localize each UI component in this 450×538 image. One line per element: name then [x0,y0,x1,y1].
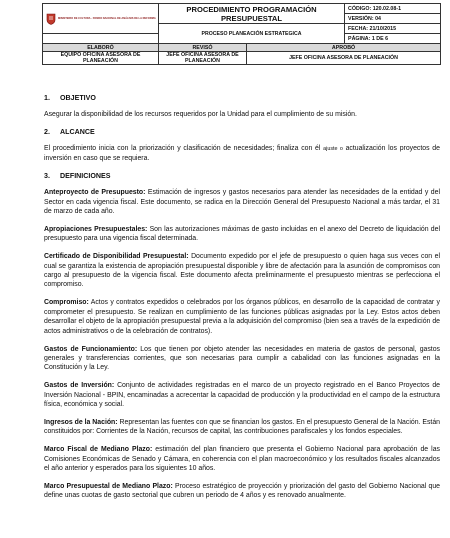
process-name: PROCESO PLANEACIÓN ESTRATEGICA [201,30,302,37]
section-objetivo-heading [44,94,440,102]
elaboro-header: ELABORÓ [43,44,159,52]
section-number: 3. [44,172,50,181]
definition-term: Apropiaciones Presupuestales: [44,225,148,233]
definition-text: Son las autorizaciones máximas de gasto incluidas en el anexo del Decreto de liquidación del presupuesto para una vigencia fiscal determinada. [44,225,440,243]
definition-paragraph [44,418,440,437]
document-code: CÓDIGO: 120.02.08-1 [345,4,441,14]
objetivo-text: Asegurar la disponibilidad de los recursos requeridos por la Unidad para el cumplimiento de su misión. [44,111,357,118]
document-title: PROCEDIMIENTO PROGRAMACIÓN PRESUPUESTAL [186,4,317,23]
logo-cell [43,4,159,34]
definition-paragraph [44,225,440,244]
definition-text: Actos y contratos expedidos o celebrados por los órganos públicos, en desarrollo de la capacidad de contratar y comprometer el presupuesto. Se realizan en cumplimiento de las funciones públicas asignadas por la Ley. Estos actos deben desarrollar el objeto de la apropiación presupuestal previa a la adquisición del compromiso (bien sea a través de la expedición de actos administrativos o de la celebración de contratos). [44,299,440,335]
definition-text: Representan las fuentes con que se financian los gastos. En el presupuesto General de la Nación. Están constituidos por: Corrientes de la Nación, recursos de capital, las contribuciones parafiscales y los fondos especiales. [44,418,440,436]
definition-term: Ingresos de la Nación: [44,418,118,426]
reviso-header: REVISÓ [159,44,247,52]
section-title: OBJETIVO [60,94,96,102]
shield-emblem-icon [46,13,56,25]
section-title: DEFINICIONES [60,172,111,181]
definition-term: Certificado de Disponibilidad Presupuestal: [44,253,189,261]
institution-logo [43,13,158,25]
document-date: FECHA: 21/10/2015 [345,24,441,34]
definition-term: Gastos de Inversión: [44,382,115,390]
definition-term: Compromiso: [44,299,89,307]
definition-text: Conjunto de actividades registradas en el marco de un proyecto registrado en el Banco Proyectos de Inversión Nacional - BPIN, encaminadas a acrecentar la capacidad de producción y la productividad en el campo de la estructura física, económica y social. [44,382,440,409]
definition-term: Gastos de Funcionamiento: [44,345,138,353]
definition-term: Marco Fiscal de Mediano Plazo: [44,446,153,454]
section-number: 2. [44,127,50,136]
definition-paragraph [44,252,440,290]
section-title: ALCANCE [60,127,95,136]
aprobo-value: JEFE OFICINA ASESORA DE PLANEACIÓN [247,52,441,65]
aprobo-header: APROBÓ [247,44,441,52]
definition-paragraph [44,298,440,336]
alcance-text-part: actualización los proyectos de inversión en caso que se requiera. [44,144,440,163]
logo-text: MINISTERIO DE CULTURA · FONDO NACIONAL DE ANÁLISIS DE LA REFORMA [58,17,156,20]
title-cell [159,4,345,24]
elaboro-value: EQUIPO OFICINA ASESORA DE PLANEACIÓN [43,52,159,65]
definition-paragraph [44,381,440,409]
alcance-text [44,144,440,164]
reviso-value: JEFE OFICINA ASESORA DE PLANEACIÓN [159,52,247,65]
definition-term: Anteproyecto de Presupuesto: [44,189,146,197]
document-body [44,94,440,509]
alcance-text-part: El procedimiento inicia con la priorización y clasificación de necesidades; finaliza con él [44,144,321,152]
document-page-number: PÁGINA: 1 DE 6 [345,34,441,44]
definition-paragraph [44,482,440,501]
document-header-table [42,3,441,65]
section-definiciones-heading [44,172,440,180]
section-number: 1. [44,94,50,102]
definition-text: estimación del plan financiero que presenta el Gobierno Nacional para aprobación de las Comisiones Económicas de Senado y Cámara, en coherencia con el plan macroeconómico y los resultados fiscales alcanzados el año anterior y esperados para los siguientes 10 años. [44,446,440,473]
definition-term: Marco Presupuestal de Mediano Plazo: [44,482,173,490]
definition-text: Documento expedido por el jefe de presupuesto o quien haga sus veces con el cual se garantiza la existencia de apropiación presupuestal disponible y libre de afectación para la asunción de compromisos con cargo al presupuesto de la vigencia fiscal. Este documento afecta preliminarmente el presupuesto mientras se perfecciona el compromiso. [44,253,440,289]
definition-text: Los que tienen por objeto atender las necesidades en materia de gastos de personal, gastos generales y transferencias corrientes, que son necesarias para cumplir a cabalidad con las funciones asignadas en la Constitución y la Ley. [44,345,440,372]
definition-text: Proceso estratégico de proyección y priorización del gasto del Gobierno Nacional que define unas cuotas de gasto sectorial que cubren un periodo de 4 años y es renovado anualmente. [44,482,440,500]
definition-paragraph [44,445,440,473]
logo-cell-bottom [43,34,159,44]
definition-text: Estimación de ingresos y gastos necesarios para atender las necesidades de la entidad y del Sector en cada vigencia fiscal. Este documento, se radica en la Dirección General del Presupuesto Nacional a más tardar, el 31 de marzo de cada año. [44,189,440,216]
subtitle-cell [159,24,345,44]
section-alcance-heading [44,128,440,136]
alcance-text-small: ajuste o [323,145,343,152]
definition-paragraph [44,345,440,373]
definition-paragraph [44,188,440,216]
document-version: VERSIÓN: 04 [345,14,441,24]
